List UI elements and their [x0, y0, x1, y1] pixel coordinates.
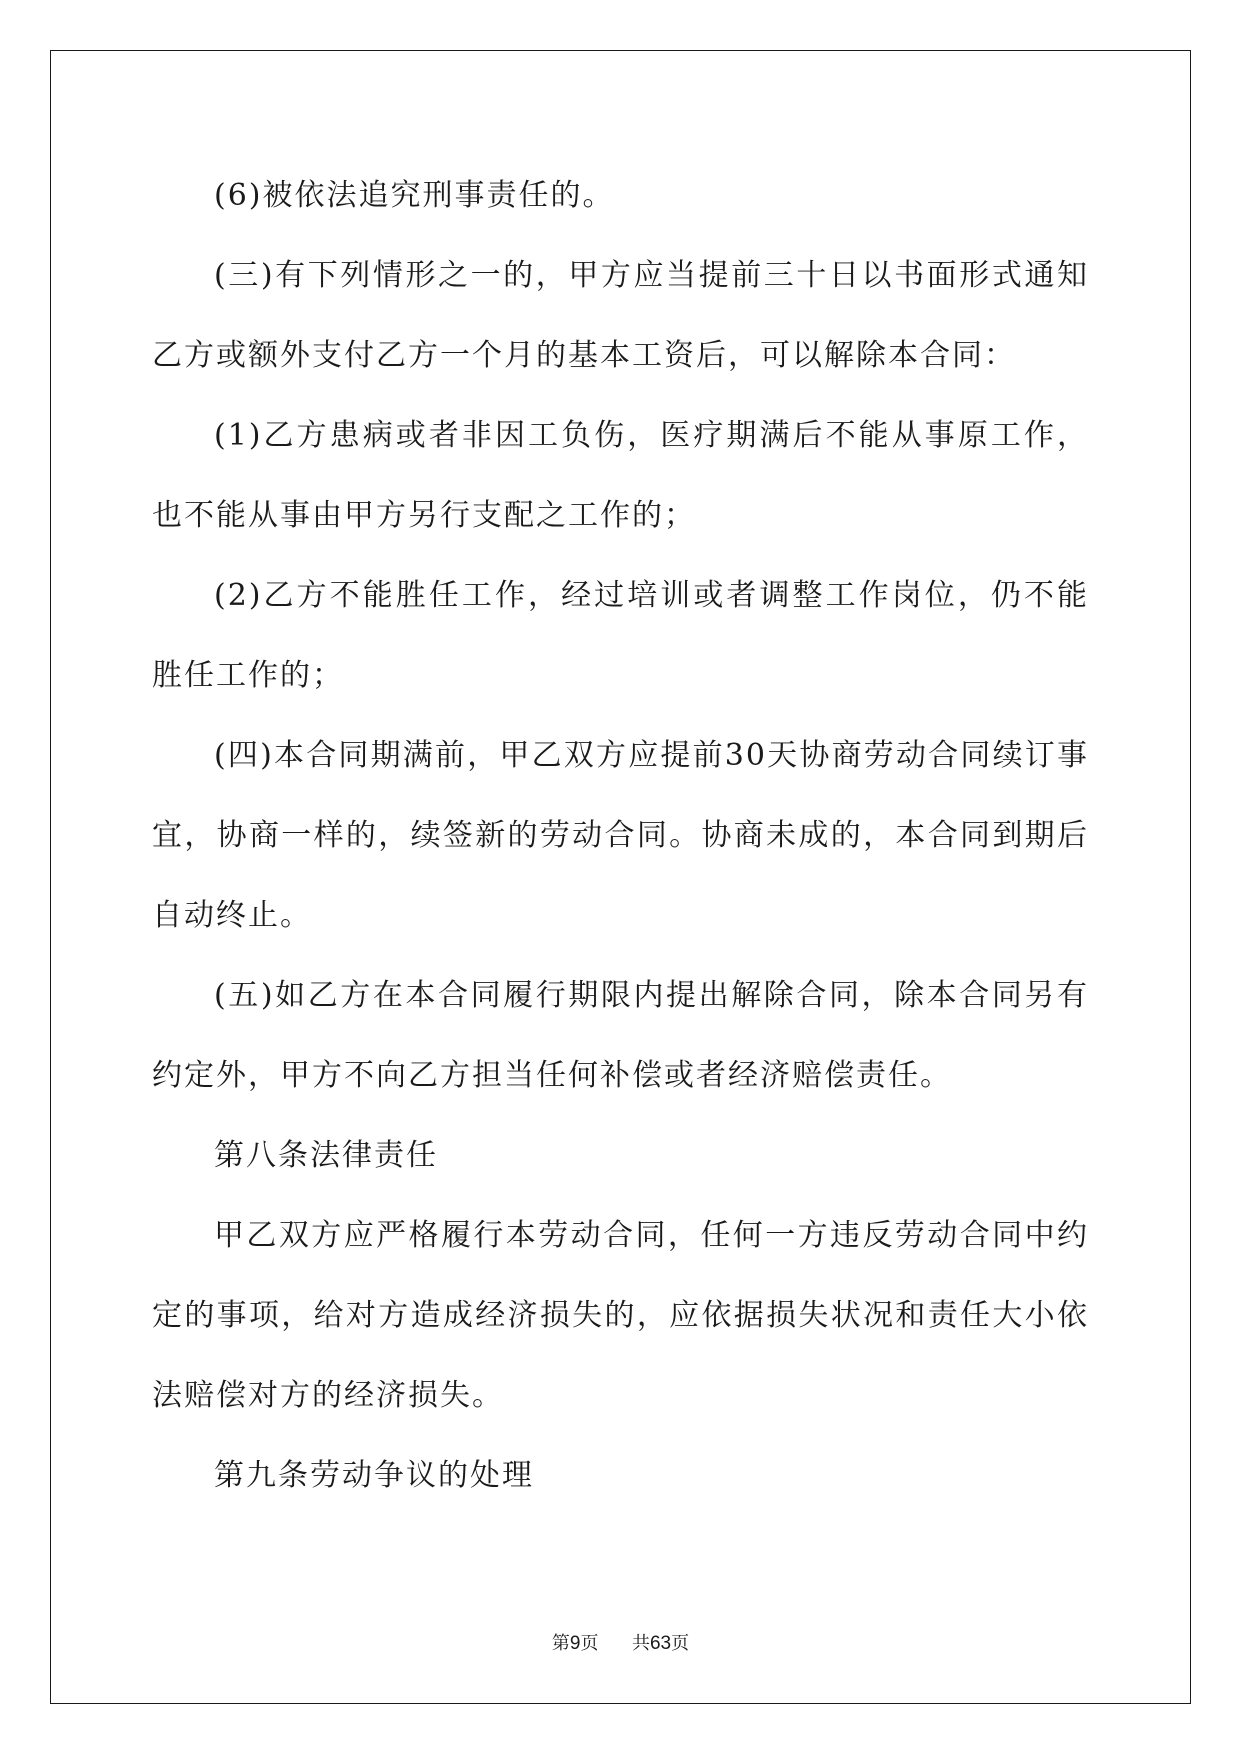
document-body: [152, 156, 1089, 1516]
section-heading: 第九条劳动争议的处理: [214, 1458, 534, 1493]
section-heading: 第八条法律责任: [214, 1138, 438, 1173]
page-prefix: 第: [551, 1633, 570, 1654]
paragraph: (2)乙方不能胜任工作，经过培训或者调整工作岗位，仍不能胜任工作的；: [152, 578, 1089, 693]
total-pages-label: [632, 1633, 689, 1654]
paragraph: (五)如乙方在本合同履行期限内提出解除合同，除本合同另有约定外，甲方不向乙方担当任何补偿或者经济赔偿责任。: [152, 978, 1089, 1093]
page-suffix: 页: [580, 1633, 599, 1654]
total-prefix: 共: [631, 1633, 650, 1654]
paragraph: 甲乙双方应严格履行本劳动合同，任何一方违反劳动合同中约定的事项，给对方造成经济损失的，应依据损失状况和责任大小依法赔偿对方的经济损失。: [152, 1218, 1089, 1413]
current-page-number: 9: [569, 1633, 581, 1654]
total-pages-number: 63: [649, 1633, 672, 1654]
paragraph: (6)被依法追究刑事责任的。: [214, 178, 615, 213]
page-number-label: [552, 1633, 604, 1654]
paragraph: (三)有下列情形之一的，甲方应当提前三十日以书面形式通知乙方或额外支付乙方一个月的基本工资后，可以解除本合同：: [152, 258, 1089, 373]
paragraph: (四)本合同期满前，甲乙双方应提前30天协商劳动合同续订事宜，协商一样的，续签新的劳动合同。协商未成的，本合同到期后自动终止。: [152, 738, 1089, 933]
total-suffix: 页: [671, 1633, 690, 1654]
page-footer: [0, 1632, 1241, 1656]
paragraph: (1)乙方患病或者非因工负伤，医疗期满后不能从事原工作，也不能从事由甲方另行支配之工作的；: [152, 418, 1089, 533]
